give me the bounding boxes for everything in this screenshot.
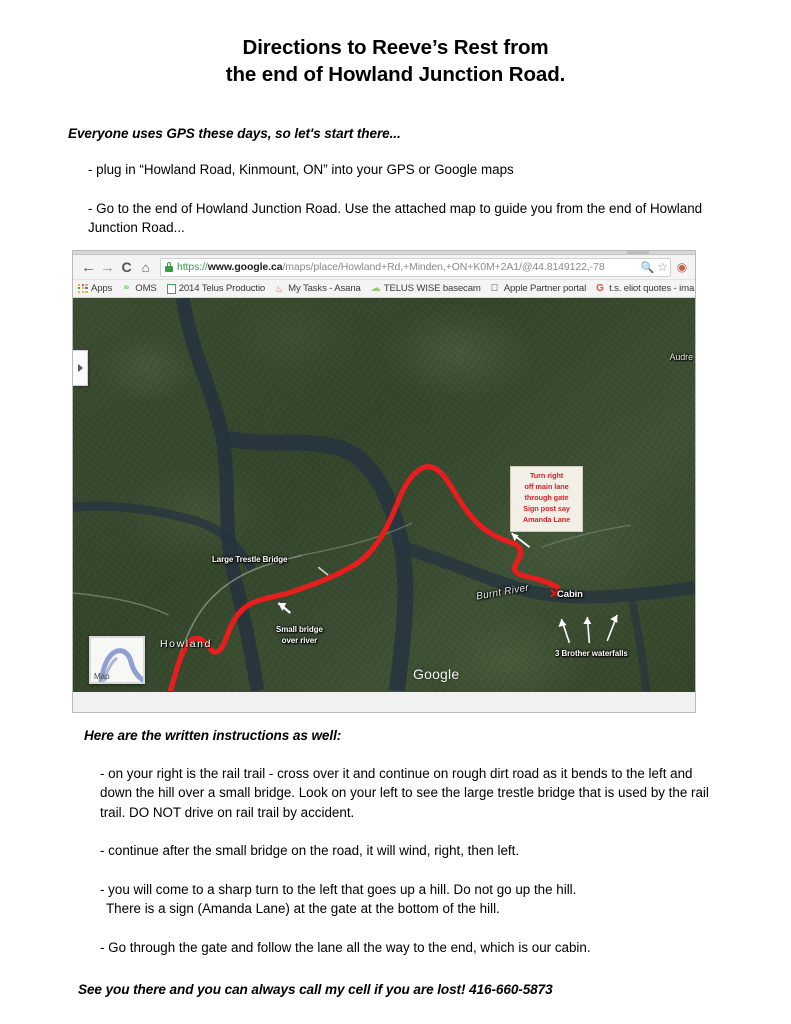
apps-grid-icon (78, 284, 88, 294)
bookmarks-bar (73, 280, 695, 298)
map-label-waterfalls: 3 Brother waterfalls (555, 649, 628, 658)
bookmark-telus-production[interactable] (167, 283, 265, 294)
map-label-cabin: Cabin (557, 589, 583, 600)
written-item-3-cont: There is a sign (Amanda Lane) at the gate at the bottom of the hill. (106, 901, 500, 917)
browser-menu-icon[interactable]: ◉ (676, 260, 688, 274)
google-icon: G (596, 282, 604, 294)
bookmark-eliot-quotes[interactable] (596, 283, 694, 294)
map-label-small-bridge (276, 625, 323, 647)
map-overlays (73, 298, 695, 691)
bookmark-asana[interactable] (275, 283, 361, 294)
written-lead: Here are the written instructions as well: (84, 728, 342, 743)
home-icon[interactable]: ⌂ (141, 259, 150, 275)
closing-line: See you there and you can always call my cell if you are lost! 416-660-5873 (78, 982, 553, 998)
written-item-4: - Go through the gate and follow the lane all the way to the end, which is our cabin. (100, 939, 591, 955)
url-host: www.google.ca (207, 261, 283, 273)
written-item-3 (100, 880, 721, 919)
bookmark-oms[interactable] (122, 283, 156, 294)
intro-lead: Everyone uses GPS these days, so let's start there... (68, 126, 401, 142)
map-type-toggle[interactable] (89, 636, 145, 684)
bookmark-label: My Tasks - Asana (288, 283, 361, 294)
spreadsheet-icon (167, 284, 176, 294)
page-title (0, 0, 791, 88)
map-label-small-bridge-line-1: Small bridge (276, 625, 323, 634)
browser-tabstrip (73, 251, 695, 255)
map-panel-toggle[interactable] (73, 350, 88, 386)
map-viewport[interactable] (73, 298, 695, 692)
intro-bullet-1: - plug in “Howland Road, Kinmount, ON” into your GPS or Google maps (88, 162, 514, 178)
url-path: /maps/place/Howland+Rd,+Minden,+ON+K0M+2A1/@44.8149122,-78 (282, 261, 605, 273)
apple-icon (491, 284, 501, 294)
bookmark-label: t.s. eliot quotes - ima (609, 283, 695, 294)
written-instructions-section (0, 728, 791, 997)
annotation-turn-right (510, 466, 583, 532)
bookmark-label: OMS (135, 283, 157, 294)
reload-icon[interactable]: C (121, 259, 132, 275)
destination-x-marker: ✕ (549, 586, 560, 601)
url-scheme: https:// (177, 261, 208, 273)
star-icon[interactable]: ☆ (657, 260, 668, 274)
address-bar-url (177, 261, 605, 273)
forward-icon[interactable]: → (100, 258, 115, 276)
written-item-3-main: - you will come to a sharp turn to the left that goes up a hill. Do not go up the hill. (100, 881, 577, 897)
bookmark-label: Apps (91, 283, 113, 294)
lock-icon (165, 262, 173, 272)
omnibox-icons (639, 259, 668, 276)
intro-section (0, 126, 791, 237)
intro-bullet-2: - Go to the end of Howland Junction Road. Use the attached map to guide you from the end of Howland Junction Road... (88, 201, 703, 236)
annotation-line: through gate (524, 492, 569, 502)
tab-nub (627, 251, 649, 254)
page-title-line-2: the end of Howland Junction Road. (225, 63, 566, 87)
bookmark-label: Apple Partner portal (503, 283, 587, 294)
bookmark-apps[interactable] (78, 283, 112, 294)
map-label-clipped-right: Audre (669, 352, 693, 362)
annotation-line: off main lane (524, 481, 569, 491)
oms-icon: ⚭ (122, 282, 131, 294)
bookmark-label: 2014 Telus Productio (178, 283, 266, 294)
map-label-burnt-river: Burnt River (475, 582, 530, 603)
asana-icon: ♨ (275, 283, 284, 294)
annotation-line: Sign post say (523, 503, 570, 513)
bookmark-apple-partner[interactable] (491, 283, 586, 294)
map-label-small-bridge-line-2: over river (281, 635, 318, 645)
browser-screenshot (72, 250, 696, 713)
map-type-label: Map (94, 672, 110, 681)
address-bar[interactable] (160, 258, 671, 277)
magnifier-icon[interactable]: 🔍 (640, 261, 655, 274)
map-label-large-trestle-bridge: Large Trestle Bridge (212, 555, 288, 564)
browser-toolbar (73, 255, 695, 280)
back-icon[interactable]: ← (81, 258, 96, 276)
page-title-line-1: Directions to Reeve’s Rest from (242, 36, 549, 59)
map-label-howland: Howland (160, 638, 213, 650)
written-item-1: - on your right is the rail trail - cross over it and continue on rough dirt road as it bends to the left and down the hill over a small bridge. Look on your left to see the large trestle bridge that is used by the rail trail. DO NOT drive on rail trail by accident. (100, 766, 709, 820)
annotation-line: Amanda Lane (522, 514, 571, 524)
cloud-icon: ☁ (370, 282, 381, 294)
chevron-right-icon (78, 364, 83, 372)
bookmark-label: TELUS WISE basecam (383, 283, 481, 294)
written-item-2: - continue after the small bridge on the road, it will wind, right, then left. (100, 843, 520, 859)
bookmark-telus-wise[interactable] (371, 283, 481, 294)
google-watermark: Google (413, 666, 460, 682)
annotation-line: Turn right (529, 471, 564, 480)
